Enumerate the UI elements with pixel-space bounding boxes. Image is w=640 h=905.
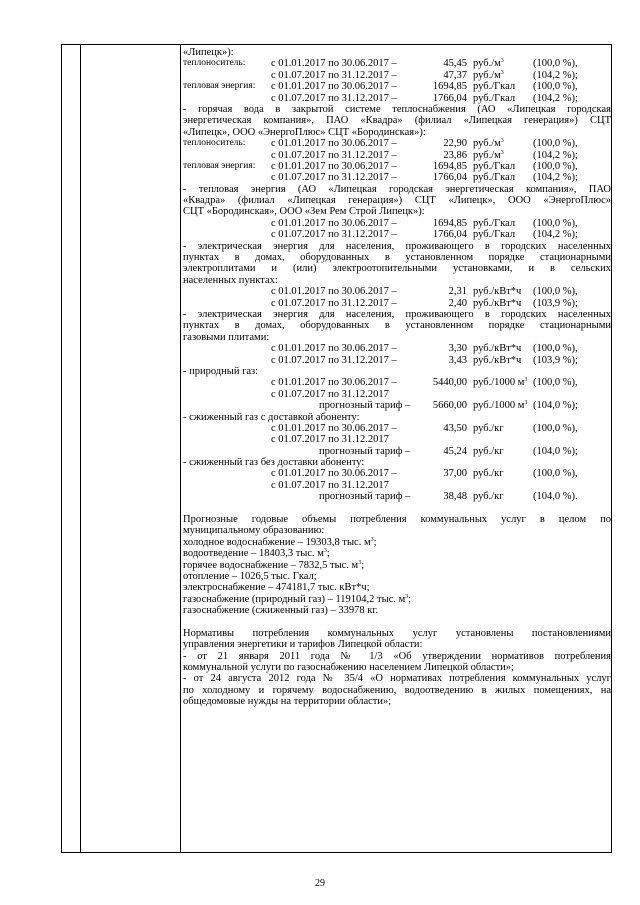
tariff-value: 3,30 (448, 343, 467, 355)
tariff-period: с 01.07.2017 по 31.12.2017 – (271, 92, 397, 104)
tariff-period: с 01.01.2017 по 30.06.2017 – (271, 468, 397, 480)
tariff-row (183, 81, 611, 92)
tariff-period: с 01.07.2017 по 31.12.2017 (271, 388, 389, 400)
tariff-unit: руб./кВт*ч (473, 286, 522, 298)
tariff-period: с 01.01.2017 по 30.06.2017 – (271, 138, 397, 150)
tariff-period: с 01.07.2017 по 31.12.2017 – (271, 297, 397, 309)
tariff-row (183, 150, 611, 161)
text-line: - природный газ: (183, 365, 259, 377)
tariff-value: 2,40 (448, 297, 467, 309)
tariff-percent: (104,2 %); (533, 69, 578, 81)
tariff-unit: $руб./м^3$ (473, 69, 504, 81)
tariff-unit: руб./Гкал (473, 92, 516, 104)
tariff-unit: $руб./м^3$ (473, 138, 504, 150)
tariff-period: с 01.01.2017 по 30.06.2017 – (271, 81, 397, 93)
text-line: Прогнозные годовые объемы потребления коммунальных услуг в целом по (183, 514, 611, 526)
tariff-row (183, 138, 611, 149)
tariff-percent: (100,0 %), (533, 58, 578, 70)
text-line: «Липецк»): (183, 47, 234, 58)
tariff-period: с 01.07.2017 по 31.12.2017 – (271, 172, 397, 184)
tariff-row (183, 377, 611, 388)
volume-line: водоотведение – 18403,3 тыс. $м^3$; (183, 548, 330, 560)
text-line: «Липецк», ООО «ЭнергоПлюс» СЦТ «Бородинская»): (183, 126, 426, 138)
tariff-percent: (104,2 %); (533, 92, 578, 104)
tariff-row (183, 58, 611, 69)
page-number: 29 (315, 878, 325, 889)
tariff-row (183, 491, 611, 502)
tariff-period: с 01.07.2017 по 31.12.2017 (271, 434, 389, 446)
tariff-row (183, 400, 611, 411)
volume-line: газоснабжение (природный газ) – 119104,2 тыс. $м^3$; (183, 593, 412, 605)
tariff-period: прогнозный тариф – (319, 400, 411, 412)
tariff-percent: (100,0 %), (533, 343, 578, 355)
tariff-value: 1766,04 (432, 172, 467, 184)
tariff-value: 1766,04 (432, 229, 467, 241)
tariff-row (183, 298, 611, 309)
tariff-label: тепловая энергия: (183, 81, 256, 92)
text-line: по холодному и горячему водоснабжению, водоотведению в жилых помещениях, на (183, 684, 611, 696)
tariff-unit: руб./кг (473, 422, 504, 434)
text-line: СЦТ «Бородинская», ООО «Зем Рем Строй Липецк»): (183, 206, 425, 218)
tariff-label: теплоноситель: (183, 58, 246, 69)
text-line: пунктах в домах, оборудованных в установленном порядке стационарными (183, 252, 611, 264)
tariff-value: 1694,85 (432, 217, 467, 229)
tariff-row (183, 355, 611, 366)
volume-line: электроснабжение – 474181,7 тыс. кВт*ч; (183, 582, 370, 594)
text-line: - горячая вода в закрытой системе теплоснабжения (АО «Липецкая городская (183, 103, 611, 115)
tariff-label: теплоноситель: (183, 138, 246, 149)
tariff-percent: (104,2 %); (533, 149, 578, 161)
tariff-percent: (100,0 %), (533, 160, 578, 172)
tariff-period: с 01.07.2017 по 31.12.2017 – (271, 354, 397, 366)
tariff-value: 23,86 (443, 149, 467, 161)
tariff-unit: руб./кг (473, 445, 504, 457)
tariff-row (183, 434, 611, 445)
tariff-percent: (104,0 %); (533, 445, 578, 457)
text-line: - от 21 января 2011 года № 1/3 «Об утверждении нормативов потребления (183, 650, 611, 662)
tariff-row (183, 423, 611, 434)
tariff-period: с 01.01.2017 по 30.06.2017 – (271, 422, 397, 434)
tariff-percent: (100,0 %), (533, 468, 578, 480)
tariff-row (183, 93, 611, 104)
volume-line: холодное водоснабжение – 19303,8 тыс. $м^3$; (183, 536, 377, 548)
tariff-period: с 01.01.2017 по 30.06.2017 – (271, 160, 397, 172)
tariff-unit: руб./Гкал (473, 217, 516, 229)
tariff-value: 2,31 (448, 286, 467, 298)
tariff-value: 45,45 (443, 58, 467, 70)
tariff-label: тепловая энергия: (183, 160, 256, 171)
tariff-unit: руб./кВт*ч (473, 343, 522, 355)
text-line: - сжиженный газ с доставкой абоненту: (183, 411, 360, 423)
tariff-row (183, 286, 611, 297)
tariff-percent: (104,0 %); (533, 400, 578, 412)
tariff-period: с 01.01.2017 по 30.06.2017 – (271, 286, 397, 298)
text-line: населенных пунктах: (183, 274, 278, 286)
tariff-row (183, 343, 611, 354)
tariff-row (183, 446, 611, 457)
tariff-value: 5660,00 (432, 400, 467, 412)
tariff-unit: руб./1000 $м^3$ (473, 400, 528, 412)
text-line: газовыми плитами: (183, 331, 270, 343)
column-divider-2 (180, 45, 181, 852)
tariff-value: 38,48 (443, 491, 467, 503)
tariff-value: 45,24 (443, 445, 467, 457)
tariff-period: прогнозный тариф – (319, 445, 411, 457)
text-line: - от 24 августа 2012 года № 35/4 «О нормативах потребления коммунальных услуг (183, 673, 611, 685)
tariff-unit: руб./кг (473, 491, 504, 503)
tariff-row (183, 161, 611, 172)
text-line: - электрическая энергия для населения, проживающего в городских населенных (183, 308, 611, 320)
tariff-row (183, 218, 611, 229)
text-line: управления энергетики и тарифов Липецкой области: (183, 639, 423, 651)
tariff-row (183, 468, 611, 479)
tariff-period: с 01.01.2017 по 30.06.2017 – (271, 58, 397, 70)
tariff-percent: (104,2 %); (533, 229, 578, 241)
tariff-value: 3,43 (448, 354, 467, 366)
tariff-unit: руб./кВт*ч (473, 297, 522, 309)
text-line: «Квадра» (филиал «Липецкая генерация») СЦТ «Липецк», ООО «ЭнергоПлюс» (183, 195, 611, 207)
tariff-period: с 01.07.2017 по 31.12.2017 – (271, 229, 397, 241)
tariff-period: с 01.01.2017 по 30.06.2017 – (271, 377, 397, 389)
tariff-percent: (104,0 %). (533, 491, 578, 503)
tariff-unit: руб./Гкал (473, 160, 516, 172)
volume-line: горячее водоснабжение – 7832,5 тыс. $м^3$; (183, 559, 365, 571)
tariff-percent: (103,9 %); (533, 354, 578, 366)
text-line: коммунальной услуги по газоснабжению населением Липецкой области»; (183, 662, 514, 674)
text-line: энергетическая компания», ПАО «Квадра» (филиал «Липецкая генерация») СЦТ (183, 115, 611, 127)
text-line: электроплитами и (или) электроотопительными установками, и в сельских (183, 263, 611, 275)
tariff-row (183, 229, 611, 240)
text-line: - тепловая энергия (АО «Липецкая городская энергетическая компания», ПАО (183, 183, 611, 195)
tariff-value: 37,00 (443, 468, 467, 480)
tariff-percent: (103,9 %); (533, 297, 578, 309)
text-line: - электрическая энергия для населения, проживающего в городских населенных (183, 240, 611, 252)
tariff-value: 5440,00 (432, 377, 467, 389)
tariff-value: 1694,85 (432, 160, 467, 172)
tariff-percent: (104,2 %); (533, 172, 578, 184)
tariff-percent: (100,0 %), (533, 422, 578, 434)
text-line: Нормативы потребления коммунальных услуг установлены постановлениями (183, 627, 611, 639)
tariff-value: 1694,85 (432, 81, 467, 93)
tariff-period: прогнозный тариф – (319, 491, 411, 503)
tariff-unit: руб./Гкал (473, 172, 516, 184)
text-line: муниципальному образованию: (183, 525, 325, 537)
tariff-unit: $руб./м^3$ (473, 58, 504, 70)
tariff-percent: (100,0 %), (533, 138, 578, 150)
tariff-row (183, 389, 611, 400)
tariff-period: с 01.01.2017 по 30.06.2017 – (271, 343, 397, 355)
text-line: общедомовые нужды на территории области»; (183, 696, 392, 708)
tariff-unit: руб./кВт*ч (473, 354, 522, 366)
tariff-period: с 01.07.2017 по 31.12.2017 – (271, 149, 397, 161)
tariff-row (183, 172, 611, 183)
tariff-percent: (100,0 %), (533, 286, 578, 298)
volume-line: отопление – 1026,5 тыс. Гкал; (183, 570, 317, 582)
tariff-unit: руб./Гкал (473, 229, 516, 241)
tariff-value: 43,50 (443, 422, 467, 434)
tariff-value: 22,90 (443, 138, 467, 150)
column-divider-1 (80, 45, 81, 852)
tariff-percent: (100,0 %), (533, 377, 578, 389)
tariff-period: с 01.07.2017 по 31.12.2017 (271, 479, 389, 491)
tariff-period: с 01.07.2017 по 31.12.2017 – (271, 69, 397, 81)
tariff-unit: $руб./м^3$ (473, 149, 504, 161)
tariff-unit: руб./1000 $м^3$ (473, 377, 528, 389)
text-line: - сжиженный газ без доставки абоненту: (183, 457, 365, 469)
tariff-percent: (100,0 %), (533, 81, 578, 93)
tariff-value: 1766,04 (432, 92, 467, 104)
tariff-row (183, 70, 611, 81)
tariff-percent: (100,0 %), (533, 217, 578, 229)
tariff-period: с 01.01.2017 по 30.06.2017 – (271, 217, 397, 229)
tariff-value: 47,37 (443, 69, 467, 81)
tariff-unit: руб./Гкал (473, 81, 516, 93)
text-line: пунктах в домах, оборудованных в установленном порядке стационарными (183, 320, 611, 332)
tariff-content (183, 47, 611, 708)
tariff-unit: руб./кг (473, 468, 504, 480)
volume-line: газоснабжение (сжиженный газ) – 33978 кг. (183, 605, 379, 617)
tariff-row (183, 480, 611, 491)
